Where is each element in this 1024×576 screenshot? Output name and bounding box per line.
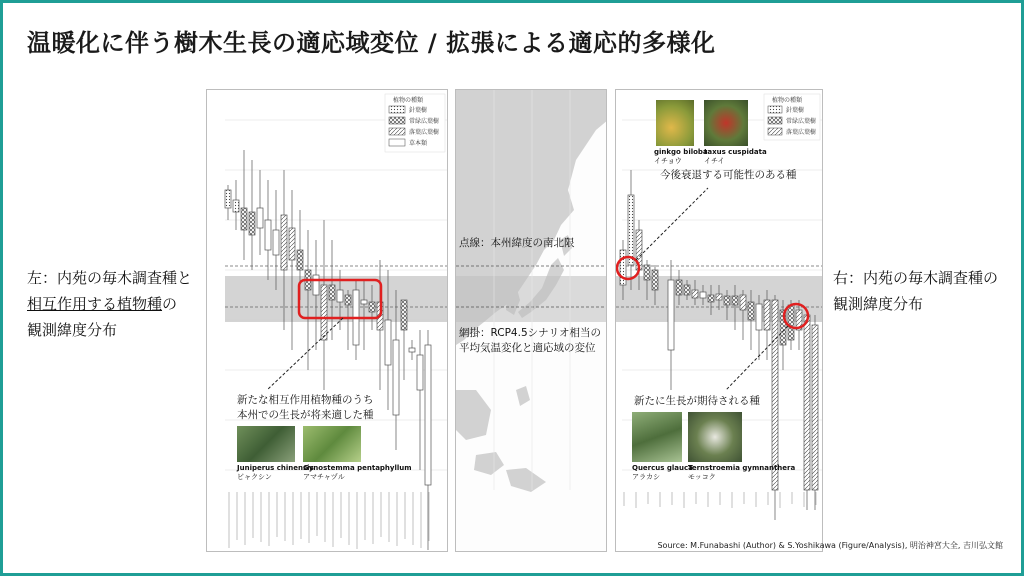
- left-callout: 新たな相互作用植物種のうち 本州での生長が将来適した種: [237, 394, 374, 421]
- boxplot-box: [732, 296, 738, 305]
- boxplot-box: [764, 300, 770, 330]
- boxplot-box: [409, 348, 415, 352]
- boxplot-box: [401, 300, 407, 330]
- boxplot-box: [393, 340, 399, 415]
- callout-line: [267, 318, 343, 390]
- legend-item: 落葉広葉樹: [409, 129, 440, 136]
- x-tick-labels: [229, 492, 429, 549]
- ginkgo-caption: ginkgo biloba イチョウ: [654, 148, 708, 165]
- boxplot-box: [345, 295, 351, 305]
- boxplot-box: [756, 304, 762, 330]
- juniperus-photo: [237, 426, 295, 462]
- gynostemma-photo: [303, 426, 361, 462]
- boxplot-box: [289, 228, 295, 260]
- legend-title: 植物の種類: [772, 97, 803, 104]
- left-legend: [385, 94, 445, 152]
- boxplot-box: [281, 215, 287, 270]
- boxplot-box: [788, 305, 794, 340]
- boxplot-box: [628, 195, 634, 265]
- boxplot-box: [692, 290, 698, 298]
- right-callout-bottom: 新たに生長が期待される種: [634, 395, 760, 407]
- boxplot-box: [385, 320, 391, 365]
- east-asia-map: [456, 90, 607, 552]
- right-legend: [764, 94, 820, 140]
- boxplot-box: [644, 265, 650, 280]
- left-description: [27, 265, 192, 343]
- boxplot-box: [716, 294, 722, 300]
- map-note-dotted: 点線：本州緯度の南北限: [459, 237, 575, 249]
- boxplot-box: [748, 302, 754, 320]
- boxplot-box: [700, 292, 706, 298]
- ternstroemia-photo: [688, 412, 742, 462]
- boxplot-box: [257, 208, 263, 228]
- boxplot-box: [273, 230, 279, 255]
- right-boxplot-panel: [615, 89, 823, 552]
- taxus-photo: [704, 100, 748, 146]
- left-desc-line2: 相互作用する植物種の: [27, 295, 178, 313]
- legend-item: 草本類: [409, 140, 428, 147]
- legend-item: 常緑広葉樹: [409, 118, 440, 125]
- quercus-caption: Quercus glauca アラカシ: [632, 464, 693, 481]
- boxplot-box: [676, 280, 682, 295]
- boxplot-box: [265, 220, 271, 250]
- boxplot-box: [668, 280, 674, 350]
- boxplot-box: [724, 296, 730, 305]
- boxplot-box: [369, 302, 375, 312]
- left-desc-line3: 観測緯度分布: [27, 321, 118, 339]
- right-desc-line2: 観測緯度分布: [833, 295, 924, 313]
- boxplot-box: [417, 355, 423, 390]
- boxplot-box: [233, 200, 239, 212]
- boxplot-box: [329, 285, 335, 300]
- slide-title: 温暖化に伴う樹木生長の適応域変位 / 拡張による適応的多様化: [27, 29, 716, 57]
- boxplot-box: [297, 250, 303, 270]
- boxplot-box: [772, 300, 778, 490]
- legend-item: 常緑広葉樹: [786, 118, 817, 125]
- legend-title: 植物の種類: [393, 97, 424, 104]
- boxplot-box: [321, 285, 327, 340]
- map-note-shaded: 網掛：RCP4.5シナリオ相当の 平均気温変化と適応域の変位: [459, 327, 602, 354]
- map-panel: [455, 89, 607, 552]
- right-callout-top: 今後衰退する可能性のある種: [660, 169, 797, 181]
- boxplot-box: [740, 295, 746, 310]
- ginkgo-photo: [656, 100, 694, 146]
- legend-item: 落葉広葉樹: [786, 129, 817, 136]
- callout-line-bottom: [726, 326, 788, 390]
- boxplot-box: [241, 208, 247, 230]
- quercus-photo: [632, 412, 682, 462]
- right-description: [833, 265, 998, 317]
- boxplot-box: [652, 270, 658, 290]
- boxplot-box: [337, 290, 343, 302]
- boxplot-box: [812, 325, 818, 490]
- boxplot-box: [249, 212, 255, 235]
- boxplot-box: [425, 345, 431, 485]
- ternstroemia-caption: Ternstroemia gymnanthera モッコク: [688, 464, 796, 481]
- left-desc-line1: 左：内苑の毎木調査種と: [27, 269, 193, 287]
- callout-line-top: [636, 188, 708, 260]
- boxplot-box: [684, 285, 690, 295]
- gynostemma-caption: Gynostemma pentaphyllum アマチャヅル: [303, 464, 412, 481]
- right-desc-line1: 右：内苑の毎木調査種の: [833, 269, 999, 287]
- legend-item: 針葉樹: [409, 107, 428, 114]
- boxplot-box: [361, 300, 367, 304]
- boxplot-box: [313, 275, 319, 295]
- taxus-caption: taxus cuspidata イチイ: [704, 148, 767, 165]
- shift-band: [225, 276, 448, 322]
- left-boxplot-panel: [206, 89, 448, 552]
- boxplot-box: [225, 190, 231, 208]
- juniperus-caption: Juniperus chinensis ビャクシン: [237, 464, 314, 481]
- boxplot-box: [708, 295, 714, 302]
- source-credit: Source: M.Funabashi (Author) & S.Yoshikawa (Figure/Analysis), 明治神宮大全, 吉川弘文館: [657, 541, 1003, 550]
- left-boxplot-chart: [207, 90, 448, 552]
- legend-item: 針葉樹: [786, 107, 805, 114]
- x-tick-labels: [624, 492, 816, 508]
- boxplot-box: [804, 315, 810, 490]
